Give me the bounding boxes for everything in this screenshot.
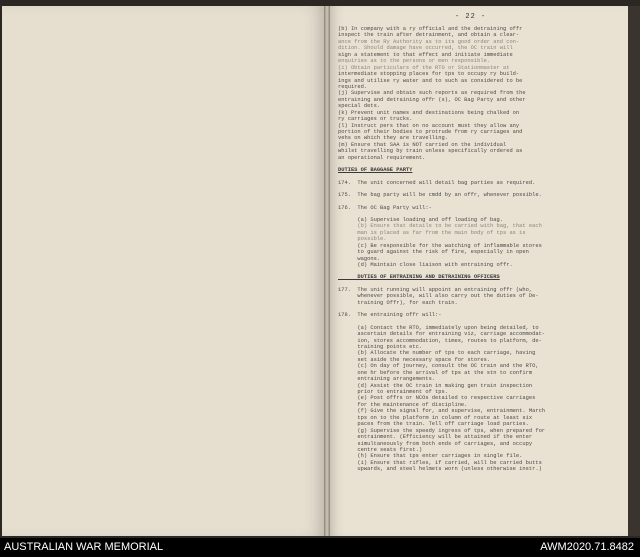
text-line: for the maintenance of discipline. xyxy=(338,401,468,408)
text-line: whilst travelling by train unless specifically ordered as xyxy=(338,148,523,155)
text-line: ion, stores accommodation, times, routes to platform, de- xyxy=(338,337,542,344)
text-line: required. xyxy=(338,83,368,90)
text-line: (a) Supervise loading and off loading of bag. xyxy=(338,216,503,223)
text-line: set aside the necessary space for stores. xyxy=(338,356,491,363)
text-line: 178. The entraining offr will:- xyxy=(338,312,442,319)
text-line: special dets. xyxy=(338,103,381,110)
text-line: 175. The bag party will be cmdd by an offr, whenever possible. xyxy=(338,192,542,199)
text-line: enquiries as to the persons or men responsible. xyxy=(338,58,491,65)
left-page-blank xyxy=(2,6,327,536)
text-line: 174. The unit concerned will detail bag parties as required. xyxy=(338,179,536,186)
text-line: ascertain details for entraining viz, carriage accommodat- xyxy=(338,331,546,338)
archive-source: AUSTRALIAN WAR MEMORIAL xyxy=(4,541,164,553)
text-line: (c) On day of journey, consult the OC train and the RTO, xyxy=(338,363,539,370)
text-line: ry carriages or trucks. xyxy=(338,116,413,123)
archive-footer xyxy=(0,538,640,557)
text-line: entraining arrangements. xyxy=(338,376,436,383)
text-line: (e) Post offrs or NCOs detailed to respective carriages xyxy=(338,395,536,402)
text-line: ings and utilise ry water and to such as considered to be xyxy=(338,77,523,84)
text-line: ance from the Ry Authority as to its good order and con- xyxy=(338,38,520,45)
text-line: portion of their bodies to protrude from ry carriages and xyxy=(338,129,523,135)
text-line: (i) Ensure that rifles, if carried, will be carried butts xyxy=(338,459,542,466)
text-line: (i) Obtain particulars of the RTO or Stationmaster at xyxy=(338,64,510,71)
text-line: prior to entrainment of tps. xyxy=(338,389,448,395)
text-line: sign a statement to that effect and initiate immediate xyxy=(338,51,513,58)
text-line: (m) Ensure that SAA is NOT carried on the individual xyxy=(338,141,507,148)
text-line: entrainment. (Efficiency will be attained if the enter xyxy=(338,434,533,441)
section-heading: DUTIES OF BAGGAGE PARTY xyxy=(338,167,413,174)
text-line: (c) Be responsible for the watching of inflammable stores xyxy=(338,242,542,249)
text-line: tps on to the platform in column of route at least six xyxy=(338,414,533,421)
text-line: (j) Supervise and obtain such reports as required from the xyxy=(338,90,526,97)
text-line: entraining and detraining offr (s), OC Bag Party and other xyxy=(338,96,526,103)
text-line: 177. The unit running will appoint an entraining offr (who, xyxy=(338,286,533,293)
text-line: (g) Supervise the speedy ingress of tps, when prepared for xyxy=(338,427,546,434)
text-line: (l) Instruct pers that on no account must they allow any xyxy=(338,122,520,129)
text-line: man is placed as far from the main body of tps as is xyxy=(338,229,526,236)
text-line: training points etc. xyxy=(338,343,423,350)
book-binding xyxy=(324,6,330,536)
text-line: an operational requirement. xyxy=(338,154,426,161)
text-line: (f) Give the signal for, and supervise, entrainment. March xyxy=(338,408,546,415)
text-line: whenever possible, will also carry out the duties of De- xyxy=(338,293,539,300)
text-line: training Offr), for each train. xyxy=(338,299,458,306)
text-line: (d) Assist the OC train in making gen train inspection xyxy=(338,382,533,389)
section-heading: DUTIES OF ENTRAINING AND DETRAINING OFFICERS xyxy=(338,274,500,281)
text-line: paces from the train. Tell off carriage load parties. xyxy=(338,421,529,428)
archive-reference: AWM2020.71.8482 xyxy=(540,541,634,553)
page-edge xyxy=(628,6,640,536)
text-line: (a) Contact the RTO, immediately upon being detailed, to xyxy=(338,324,539,331)
text-line: intermediate stopping places for tps to occupy ry build- xyxy=(338,71,520,78)
text-line: possible. xyxy=(338,236,387,243)
text-line: (h) Ensure that tps enter carriages in single file. xyxy=(338,453,523,460)
text-line: vehs on which they are travelling. xyxy=(338,135,448,142)
text-line: (k) Prevent unit names and destinations being chalked on xyxy=(338,109,520,116)
text-line: to guard against the risk of fire, especially in open xyxy=(338,249,529,256)
text-line: (b) In company with a ry official and the detraining offr xyxy=(338,26,523,32)
page-number: - 22 - xyxy=(455,13,487,21)
text-line: (b) Ensure that details to be carried with bag, that each xyxy=(338,223,542,230)
text-line: (d) Maintain close liaison with entraining offr. xyxy=(338,262,513,268)
text-line: (b) Allocate the number of tps to each carriage, having xyxy=(338,350,536,357)
text-line: wagons. xyxy=(338,255,381,262)
text-line: 176. The OC Bag Party will:- xyxy=(338,204,432,211)
text-line: centre seats first.) xyxy=(338,446,423,453)
text-line: inspect the train after detrainment, and obtain a clear- xyxy=(338,32,520,39)
page-body-text xyxy=(338,26,622,473)
text-line: dition. Should damage have occurred, the OC train will xyxy=(338,45,513,52)
text-line: upwards, and steel helmets worn (unless otherwise instr.) xyxy=(338,466,542,473)
text-line: one hr before the arrival of tps at the stn to confirm xyxy=(338,369,533,376)
text-line: simultaneously from both ends of carriages, and occupy xyxy=(338,440,533,447)
